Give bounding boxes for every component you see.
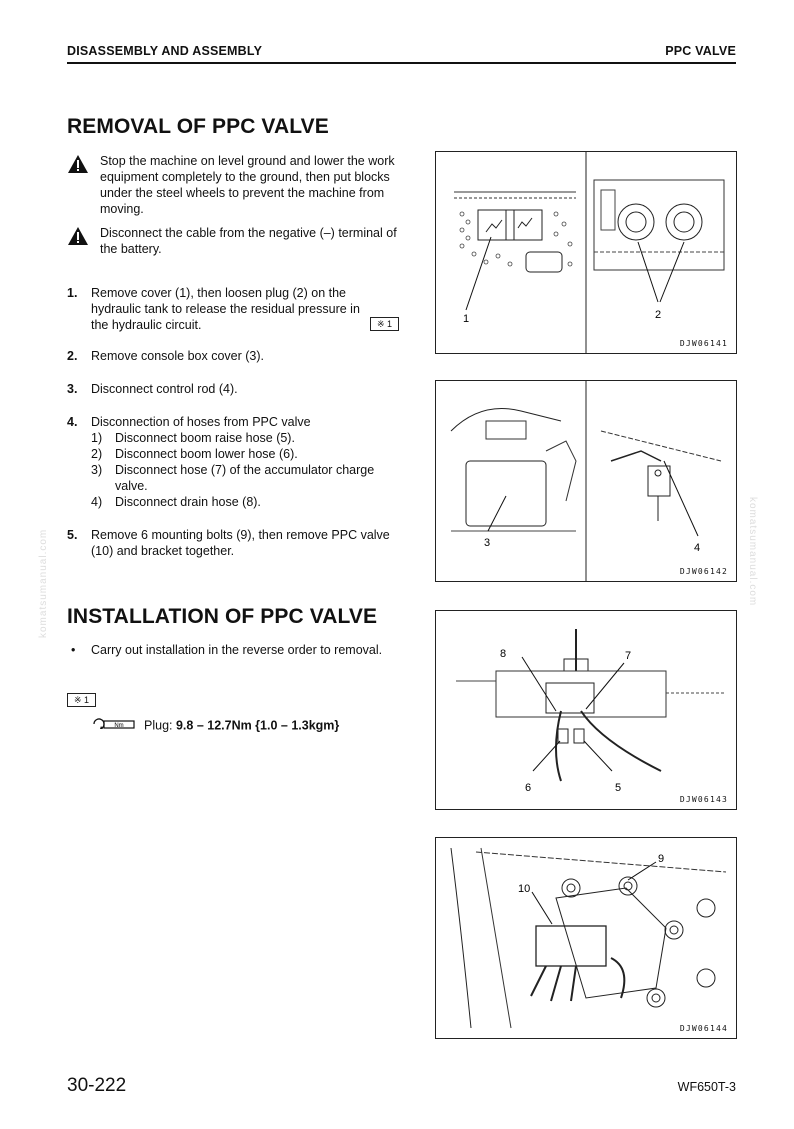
watermark-right: komatsumanual.com xyxy=(747,497,758,607)
svg-text:2: 2 xyxy=(655,309,662,321)
svg-text:Nm: Nm xyxy=(114,723,124,729)
step-text: Remove console box cover (3). xyxy=(91,349,264,363)
substep-1: 1) Disconnect boom raise hose (5). xyxy=(91,431,295,445)
figure-drawing xyxy=(436,381,736,581)
installation-title: INSTALLATION OF PPC VALVE xyxy=(67,605,378,628)
step-text: Disconnection of hoses from PPC valve xyxy=(91,415,311,429)
torque-label: Plug: xyxy=(144,718,176,733)
svg-text:3: 3 xyxy=(484,537,491,549)
step-4: 4. Disconnection of hoses from PPC valve xyxy=(67,414,407,430)
figure-drawing xyxy=(436,611,736,809)
svg-text:6: 6 xyxy=(525,782,532,794)
step-text: Remove cover (1), then loosen plug (2) on the hydraulic tank to release the residual pressure in the hydraulic circuit. xyxy=(91,286,360,332)
figure-code: DJW06144 xyxy=(679,1024,728,1033)
step-2: 2. Remove console box cover (3). xyxy=(67,348,407,364)
torque-value: 9.8 – 12.7Nm {1.0 – 1.3kgm} xyxy=(175,718,340,733)
svg-text:1: 1 xyxy=(463,313,470,325)
bullet-text: Carry out installation in the reverse order to removal. xyxy=(91,643,383,657)
removal-title: REMOVAL OF PPC VALVE xyxy=(67,115,329,138)
svg-text:5: 5 xyxy=(615,782,622,794)
step-3: 3. Disconnect control rod (4). xyxy=(67,381,407,397)
watermark-left: komatsumanual.com xyxy=(38,528,49,638)
figure-code: DJW06143 xyxy=(679,795,728,804)
svg-text:9: 9 xyxy=(658,853,665,865)
warning-text: Disconnect the cable from the negative (–) terminal of the battery. xyxy=(100,226,397,256)
figure-code: DJW06142 xyxy=(679,567,728,576)
torque-wrench-icon xyxy=(92,717,136,735)
page-number: 30-222 xyxy=(67,1075,127,1096)
figure-cover-plug xyxy=(435,151,737,354)
svg-text:4: 4 xyxy=(694,542,701,554)
page-header xyxy=(67,44,736,62)
figure-drawing xyxy=(436,152,736,353)
step-text: Remove 6 mounting bolts (9), then remove PPC valve (10) and bracket together. xyxy=(91,528,390,558)
substep-2: 2) Disconnect boom lower hose (6). xyxy=(91,447,298,461)
header-rule xyxy=(67,62,736,64)
reference-mark: ※ 1 xyxy=(67,693,96,707)
step-text: Disconnect control rod (4). xyxy=(91,382,238,396)
figure-console-rod xyxy=(435,380,737,582)
figure-code: DJW06141 xyxy=(679,339,728,348)
figure-drawing xyxy=(436,838,736,1038)
topic-title: PPC VALVE xyxy=(665,44,736,58)
torque-spec xyxy=(92,717,339,735)
model-code: WF650T-3 xyxy=(677,1080,736,1094)
substep-4: 4) Disconnect drain hose (8). xyxy=(91,495,261,509)
svg-text:7: 7 xyxy=(625,650,632,662)
step-1: 1. Remove cover (1), then loosen plug (2) on the hydraulic tank to release the residual pressure in the hydraulic circuit. xyxy=(67,285,377,333)
figure-mounting-bolts xyxy=(435,837,737,1039)
warning-icon xyxy=(67,226,89,246)
section-title: DISASSEMBLY AND ASSEMBLY xyxy=(67,44,263,58)
warning-1 xyxy=(67,153,407,217)
figure-hoses xyxy=(435,610,737,810)
reference-mark: ※ 1 xyxy=(370,317,399,331)
svg-text:10: 10 xyxy=(518,883,531,895)
svg-text:8: 8 xyxy=(500,648,507,660)
warning-2 xyxy=(67,225,407,257)
substep-3: 3) Disconnect hose (7) of the accumulator charge valve. xyxy=(91,463,375,493)
warning-icon xyxy=(67,154,89,174)
step-5: 5. Remove 6 mounting bolts (9), then remove PPC valve (10) and bracket together. xyxy=(67,527,407,559)
installation-bullet: • Carry out installation in the reverse order to removal. xyxy=(67,642,407,658)
warning-text: Stop the machine on level ground and lower the work equipment completely to the ground, then put blocks under the steel wheels to prevent the machine from moving. xyxy=(100,154,395,216)
